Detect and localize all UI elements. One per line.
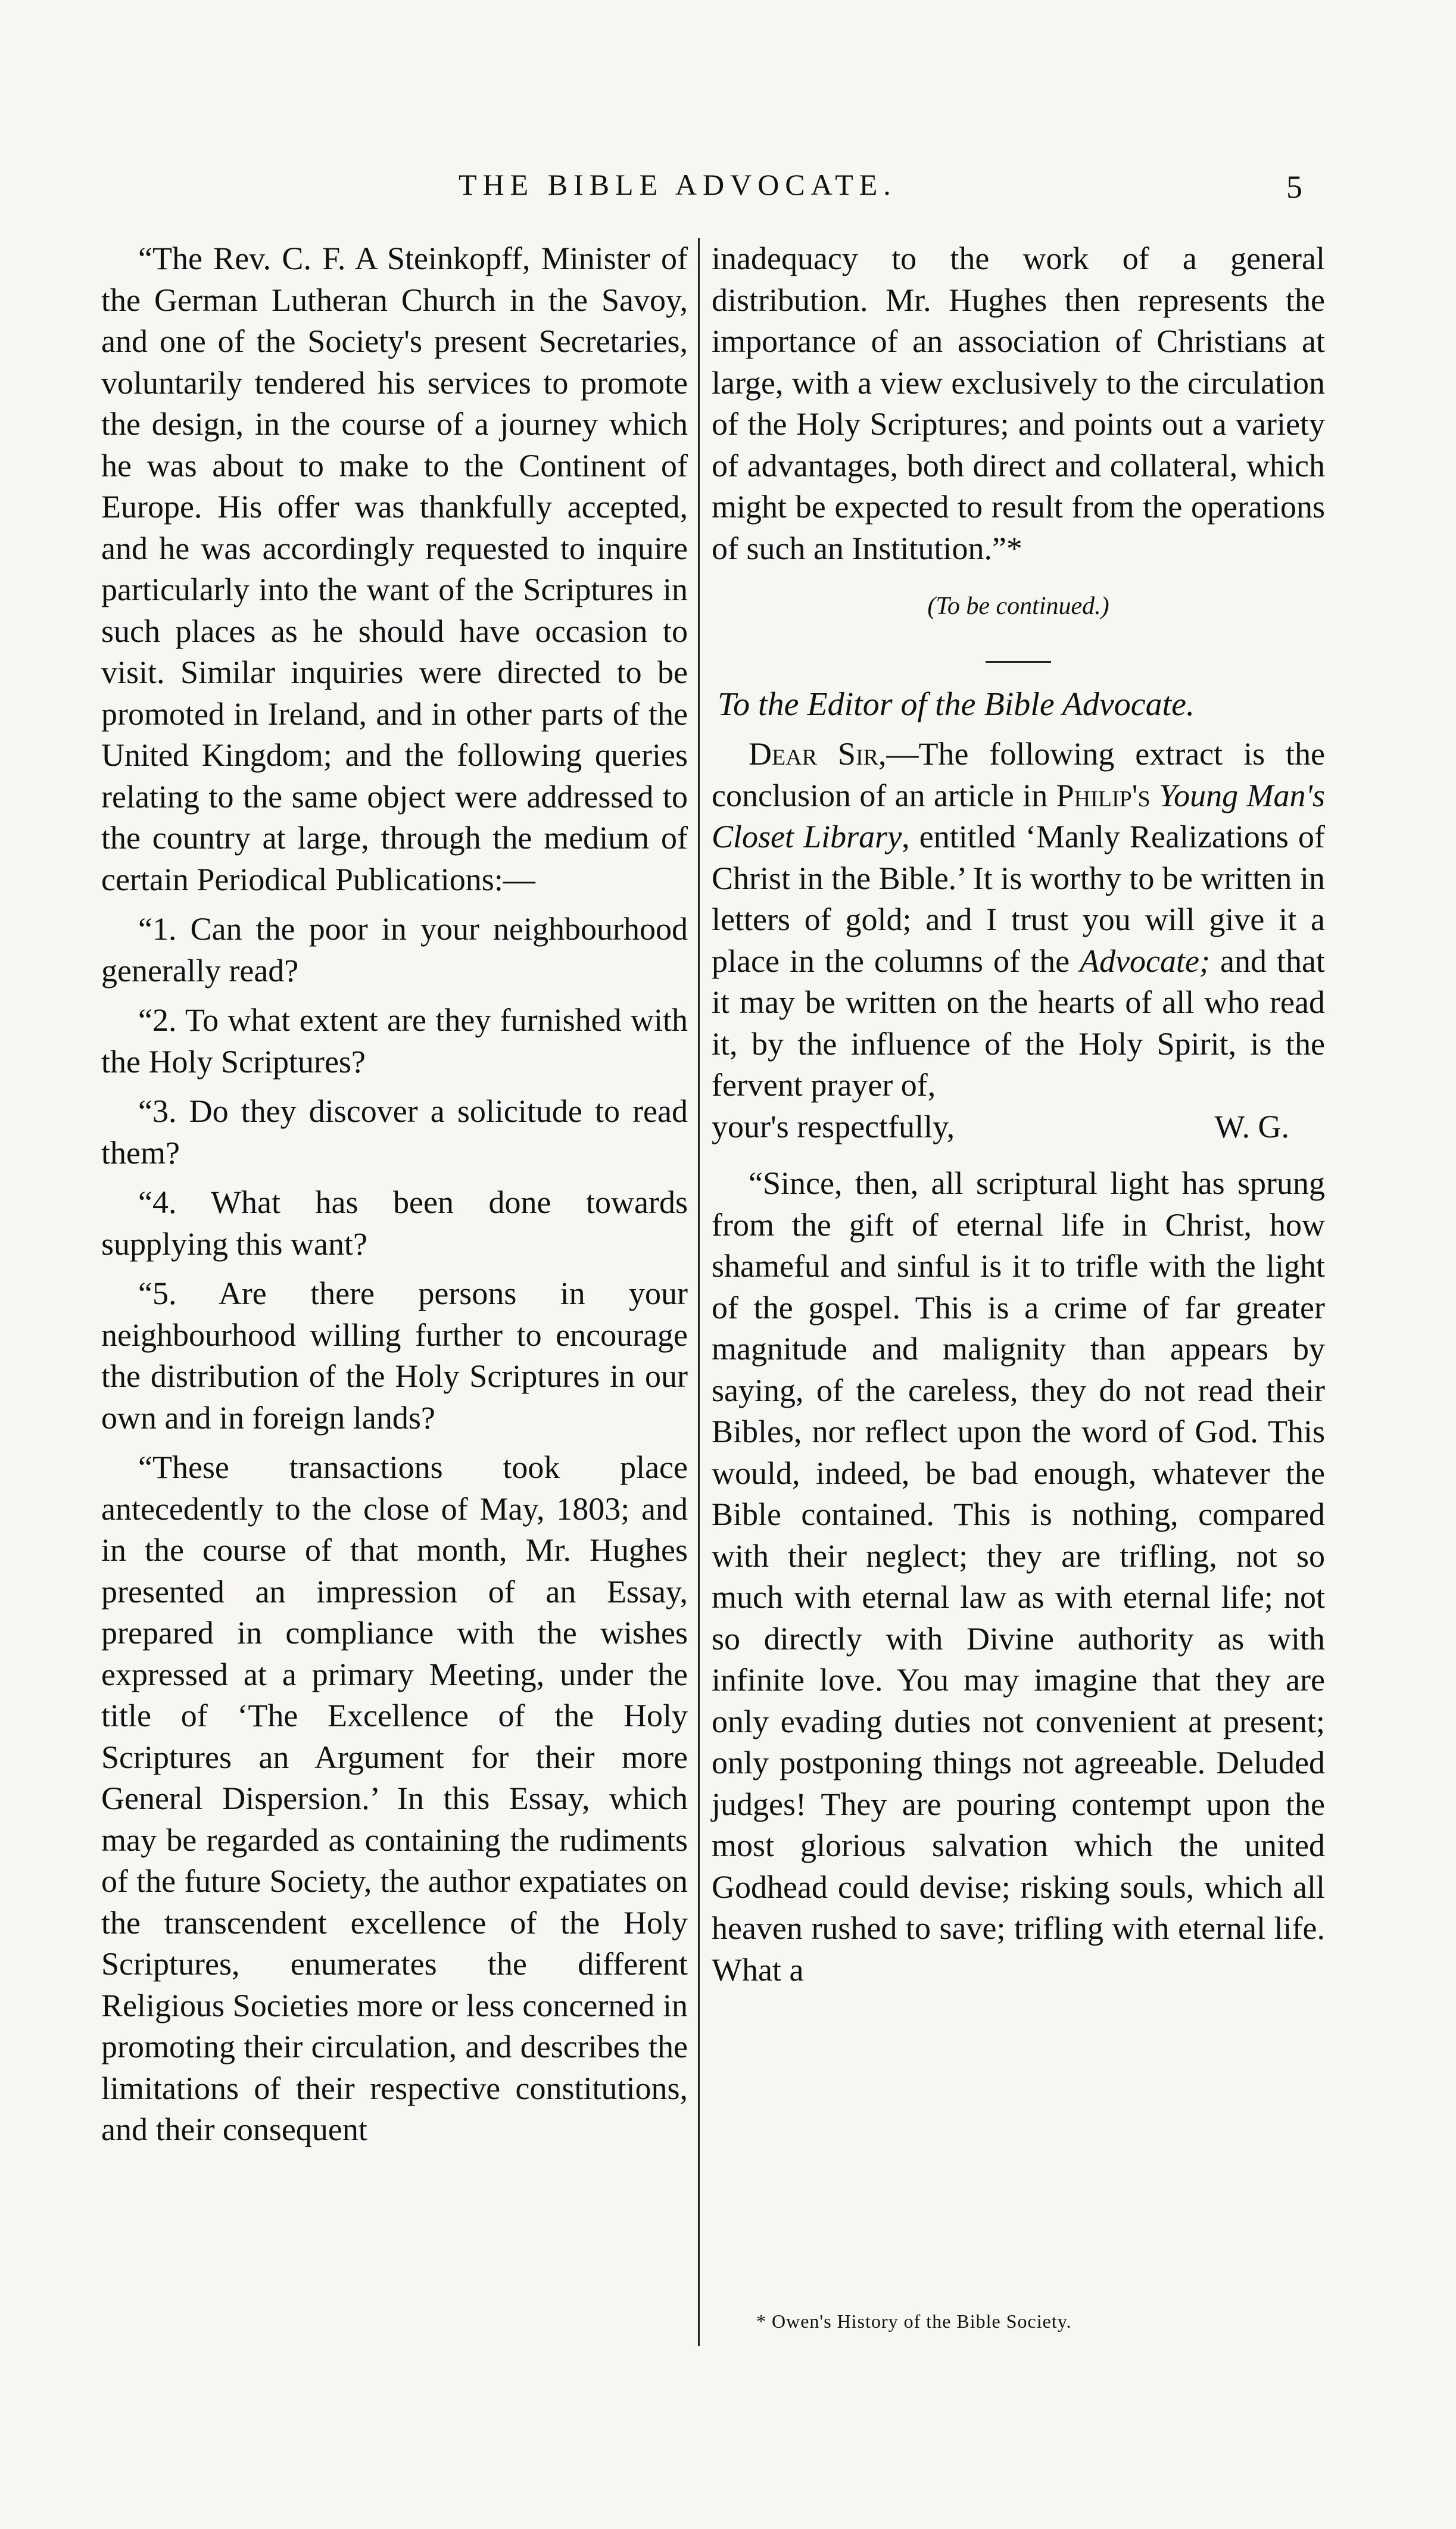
section-rule	[986, 661, 1051, 663]
salutation: Dear Sir	[749, 736, 878, 772]
paragraph-steinkopff: “The Rev. C. F. A Steinkopff, Minister of the German Lutheran Church in the Savoy, and one of the Society's present Secretaries, voluntarily tendered his services to promote the design, in the course of a journey which he was about to make to the Continent of Europe. His offer was thankfully accepted, and he was accordingly requested to inquire particularly into the want of the Scriptures in such places as he should have occasion to visit. Similar inquiries were directed to be promoted in Ireland, and in other parts of the United Kingdom; and the following queries relating to the same object were addressed to the country at large, through the medium of certain Periodical Publications:—	[101, 241, 688, 897]
query-3: “3. Do they discover a solicitude to read them?	[101, 1093, 688, 1171]
quotation-paragraph: “Since, then, all scriptural light has sprung from the gift of eternal life in Christ, how shameful and sinful is it to trifle with the light of the gospel. This is a crime of far greater magnitude and malignity than appears by saying, of the careless, they do not read their Bibles, nor reflect upon the word of God. This would, indeed, be bad enough, whatever the Bible contained. This is nothing, compared with their neglect; they are trifling, not so much with eternal law as with eternal life; not so directly with Divine authority as with infinite love. You may imagine that they are only evading duties not convenient at present; only postponing things not agreeable. Deluded judges! They are pouring contempt upon the most glorious salvation which the united Godhead could devise; risking souls, which all heaven rushed to save; trifling with eternal life. What a	[712, 1165, 1325, 1988]
query-4: “4. What has been done towards supplying this want?	[101, 1184, 688, 1262]
running-title: THE BIBLE ADVOCATE.	[459, 168, 897, 201]
to-be-continued-note: (To be continued.)	[927, 593, 1109, 620]
closing: your's respectfully,	[712, 1108, 955, 1145]
letter-signoff	[712, 1106, 1325, 1148]
page-number: 5	[1286, 169, 1302, 205]
query-5: “5. Are there persons in your neighbourhood willing further to encourage the distribution of the Holy Scriptures in our own and in foreign lands?	[101, 1276, 688, 1436]
letter-heading: To the Editor of the Bible Advocate.	[718, 685, 1195, 723]
continuation-paragraph: inadequacy to the work of a general distribution. Mr. Hughes then represents the importance of an association of Christians at large, with a view exclusively to the circulation of the Holy Scriptures; and points out a variety of advantages, both direct and collateral, which might be expected to result from the operations of such an Institution.”*	[712, 241, 1325, 566]
column-divider	[698, 238, 700, 2346]
letter-text-a: ,—The following extract is the conclusion of an article in	[712, 736, 1326, 813]
author-name: Philip's	[1056, 777, 1151, 813]
query-1: “1. Can the poor in your neighbourhood generally read?	[101, 911, 688, 988]
signature: W. G.	[1214, 1108, 1289, 1145]
periodical-name: Advocate;	[1080, 943, 1210, 979]
query-2: “2. To what extent are they furnished with the Holy Scriptures?	[101, 1002, 688, 1080]
book-title: Young Man's Closet Library	[712, 777, 1326, 855]
right-column	[712, 238, 1325, 1991]
letter-paragraph	[712, 734, 1325, 1106]
letter-text-b: , entitled ‘Manly Realizations of Christ in the Bible.’ It is worthy to be written in letters of gold; and I trust you will give it a place in the columns of the	[712, 819, 1325, 979]
paragraph-transactions: “These transactions took place antecedently to the close of May, 1803; and in the course of that month, Mr. Hughes presented an impression of an Essay, prepared in compliance with the wishes expressed at a primary Meeting, under the title of ‘The Excellence of the Holy Scriptures an Argument for their more General Dispersion.’ In this Essay, which may be regarded as containing the rudiments of the future Society, the author expatiates on the transcendent excellence of the Holy Scriptures, enumerates the different Religious Societies more or less concerned in promoting their circulation, and describes the limitations of their respective constitutions, and their consequent	[101, 1449, 688, 2147]
footnote: * Owen's History of the Bible Society.	[756, 2310, 1072, 2332]
page-header	[0, 164, 1456, 205]
letter-text-c: and that it may be written on the hearts of all who read it, by the influence of the Holy Spirit, is the fervent prayer of,	[712, 943, 1325, 1103]
left-column	[101, 238, 688, 2151]
